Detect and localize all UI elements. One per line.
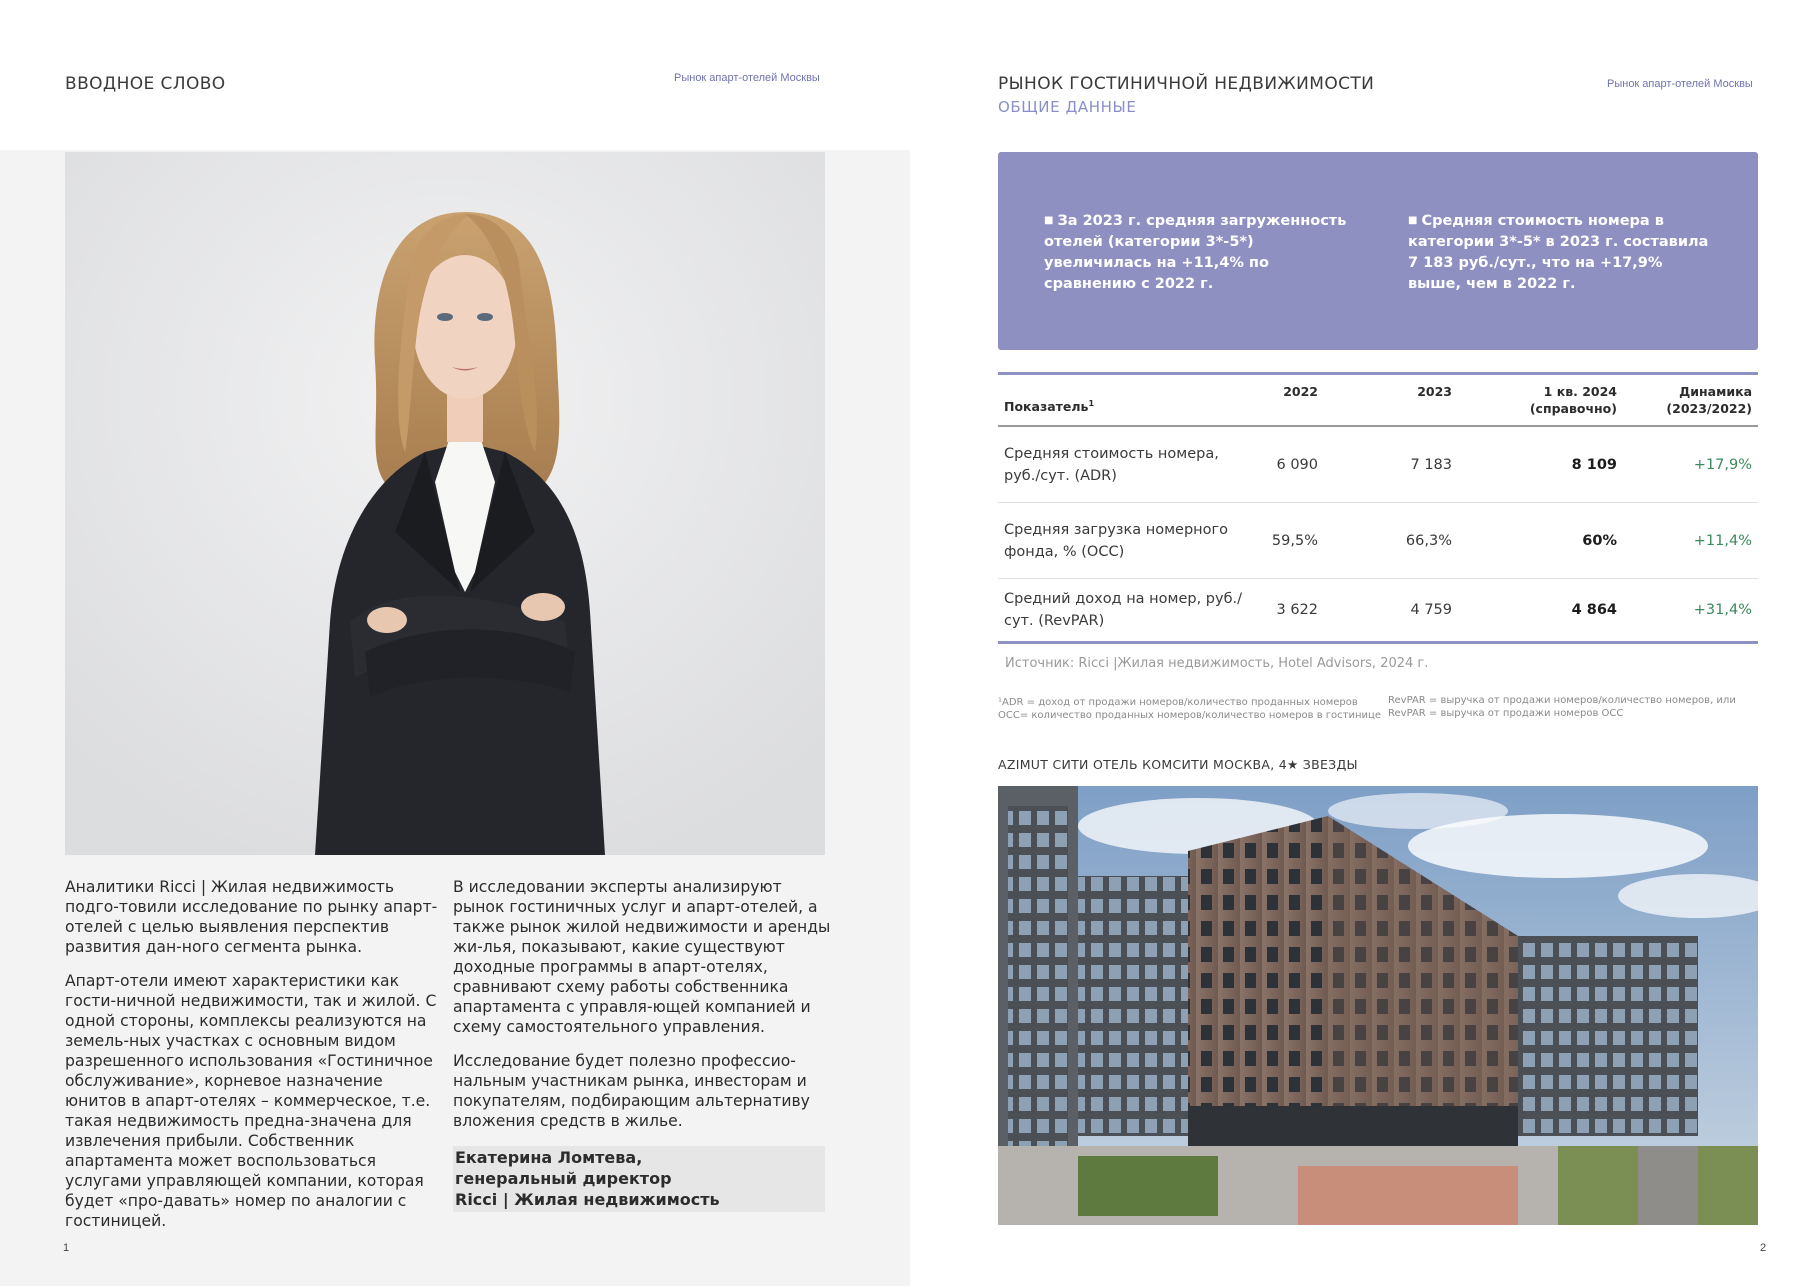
table-bottom-rule: [998, 641, 1758, 644]
cell-2022: 59,5%: [1271, 532, 1318, 549]
footnote-adr-occ: ¹ADR = доход от продажи номеров/количество проданных номеров OCC= количество проданных номеров/количество номеров в гостинице: [998, 697, 1381, 721]
intro-paragraph: Аналитики Ricci | Жилая недвижимость подго-товили исследование по рынку апарт-отелей с целью выявления перспектив развития дан-ного сегмента рынка.: [65, 878, 438, 956]
intro-column-1: [65, 877, 445, 1245]
cell-2023: 66,3%: [1405, 532, 1452, 549]
signature-name: Екатерина Ломтева,: [455, 1148, 643, 1167]
header-2023: 2023: [1417, 384, 1452, 399]
intro-column-2: [453, 877, 831, 1145]
table-source: Источник: Ricci |Жилая недвижимость, Hotel Advisors, 2024 г.: [1005, 656, 1429, 671]
table-header: [998, 375, 1758, 427]
running-header: Рынок апарт-отелей Москвы: [1607, 78, 1753, 90]
highlight-item: [1044, 210, 1354, 295]
cell-dynamics: +31,4%: [1693, 602, 1752, 618]
highlight-item: [1408, 210, 1718, 295]
hotel-market-table: [998, 372, 1758, 644]
running-header: Рынок апарт-отелей Москвы: [674, 72, 820, 84]
table-row: [998, 579, 1758, 641]
highlight-text: За 2023 г. средняя загруженность отелей (категории 3*-5*) увеличилась на +11,4% по сравнению с 2022 г.: [1044, 213, 1347, 292]
signature-company: Ricci | Жилая недвижимость: [455, 1190, 720, 1209]
cell-q1-2024: 60%: [1582, 532, 1617, 549]
bullet-icon: ■: [1408, 215, 1418, 226]
header-2022: 2022: [1283, 384, 1318, 399]
highlights-box: [998, 152, 1758, 350]
section-subtitle: ОБЩИЕ ДАННЫЕ: [998, 98, 1137, 116]
cell-dynamics: +11,4%: [1693, 532, 1752, 549]
photo-caption: AZIMUT СИТИ ОТЕЛЬ КОМСИТИ МОСКВА, 4★ ЗВЕЗДЫ: [998, 757, 1358, 772]
intro-paragraph: Апарт-отели имеют характеристики как гости-ничной недвижимости, так и жилой. С одной стороны, комплексы реализуются на земель-ных участках с основным видом разрешенного использования «Гостиничное обслуживание», корневое назначение юнитов в апарт-отелях – коммерческое, т.е. такая недвижимость предна-значена для извлечения прибыли. Собственник апартамента может воспользоваться услугами управляющей компании, которая будет «про-давать» номер по аналогии с гостиницей.: [65, 972, 437, 1230]
cell-q1-2024: 4 864: [1571, 602, 1617, 618]
table-row: [998, 427, 1758, 503]
header-indicator: Показатель$^1$: [1004, 399, 1095, 415]
row-label: Средний доход на номер, руб./сут. (RevPAR): [1004, 591, 1243, 629]
bullet-icon: ■: [1044, 215, 1054, 226]
table-row: [998, 503, 1758, 579]
section-title: РЫНОК ГОСТИНИЧНОЙ НЕДВИЖИМОСТИ: [998, 74, 1375, 94]
row-label: Средняя стоимость номера, руб./сут. (ADR): [1004, 445, 1219, 484]
cell-2023: 4 759: [1410, 602, 1452, 618]
cell-2022: 3 622: [1276, 602, 1318, 618]
right-page: [910, 0, 1819, 1286]
section-title: ВВОДНОЕ СЛОВО: [65, 74, 226, 94]
cell-2023: 7 183: [1410, 456, 1452, 473]
row-label: Средняя загрузка номерного фонда, % (OCC): [1004, 521, 1229, 560]
hotel-illustration: [998, 786, 1758, 1225]
header-q1-2024: 1 кв. 2024 (справочно): [1529, 384, 1617, 416]
intro-paragraph: Исследование будет полезно профессио-нальным участникам рынка, инвесторам и покупателям, подбирающим альтернативу вложения средств в жилье.: [453, 1052, 810, 1130]
cell-2022: 6 090: [1276, 456, 1318, 473]
highlight-text: Средняя стоимость номера в категории 3*-5* в 2023 г. составила 7 183 руб./сут., что на +17,9% выше, чем в 2022 г.: [1408, 213, 1709, 292]
intro-paragraph: В исследовании эксперты анализируют рынок гостиничных услуг и апарт-отелей, а также рынок жилой недвижимости и аренды жи-лья, показывают, какие существуют доходные программы в апарт-отелях, сравнивают схему работы собственника апартамента с управля-ющей компанией и схему самостоятельного управления.: [453, 878, 831, 1036]
portrait-illustration: [65, 152, 825, 855]
page-number: 2: [1760, 1242, 1767, 1254]
hotel-building-photo: [998, 786, 1758, 1225]
cell-dynamics: +17,9%: [1693, 456, 1752, 473]
cell-q1-2024: 8 109: [1571, 456, 1617, 473]
signature-block: [453, 1146, 825, 1212]
signature-position: генеральный директор: [455, 1169, 672, 1188]
portrait-photo: [65, 152, 825, 855]
header-dynamics: Динамика (2023/2022): [1666, 384, 1752, 416]
page-number: 1: [63, 1242, 70, 1254]
footnote-revpar: RevPAR = выручка от продажи номеров/количество номеров, или RevPAR = выручка от продажи номеров OCC: [1388, 695, 1736, 719]
